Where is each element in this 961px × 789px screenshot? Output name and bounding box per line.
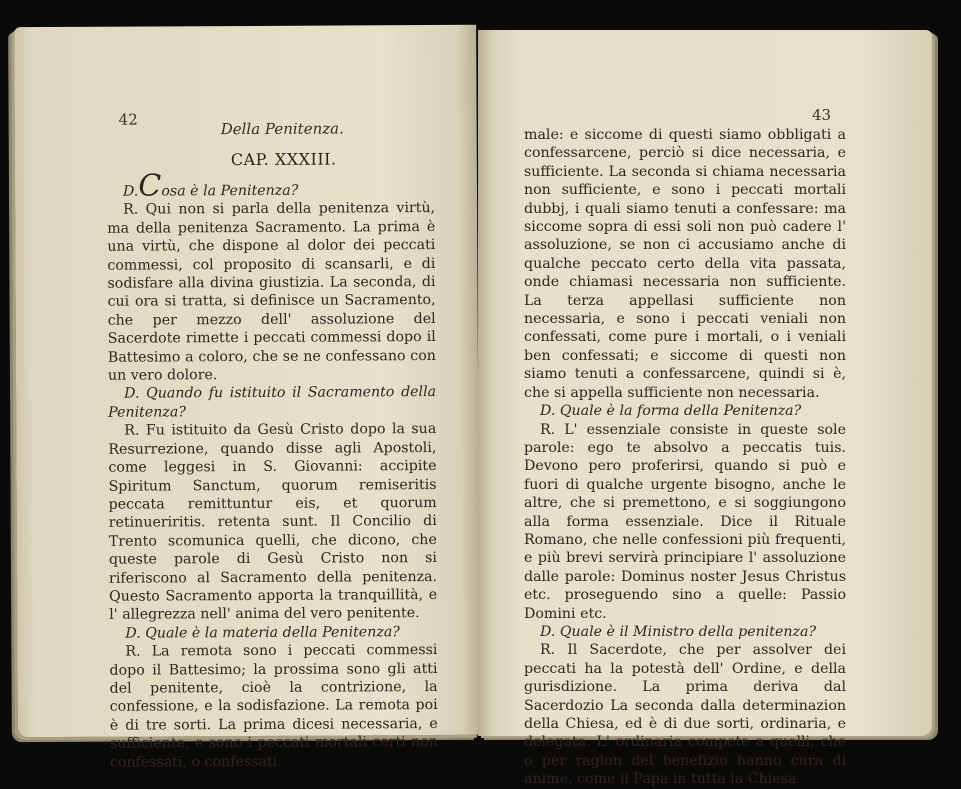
right-page (478, 30, 932, 788)
answer-paragraph: R. Il Sacerdote, che per assolver dei peccati ha la potestà dell' Ordine, e della gurisdizione. La prima deriva dal Sacerdozio La seconda dalla determinazion della Chiesa, ed è di due sorti, ordinaria, e delegata. L' ordinaria compete a quelli, che o per ragion del benefizio hanno cura di anime, come il Papa in tutta la Chiesa (524, 642, 846, 788)
left-page-text (107, 168, 438, 772)
chapter-title: CAP. XXXIII. (230, 149, 337, 170)
question-paragraph: D. Quale è la materia della Penitenza? (125, 623, 400, 642)
right-page-text (524, 126, 846, 789)
answer-paragraph: R. L' essenziale consiste in queste sole parole: ego te absolvo a peccatis tuis. Devono pero proferirsi, quando si può e fuori di qualche urgente bisogno, anche le altre, che si premettono, e si soggiungono alla forma essenziale. Dice il Rituale Romano, che nelle confessioni più frequenti, e più brevi servirà principiare l' assoluzione dalle parole: Dominus noster Jesus Christus etc. proseguendo sino a quelle: Passio Domini etc. (524, 421, 846, 622)
drop-cap: C (138, 168, 162, 204)
page-number-left: 42 (118, 110, 138, 129)
answer-paragraph: R. La remota sono i peccati commessi dopo il Battesimo; la prossima sono gli atti del penitente, cioè la contrizione, la confessione, e la sodisfazione. La remota poi è di tre sorti. La prima dicesi necessaria, e sufficiente, e sono i peccati mortali certi non confessati, o confessati (109, 642, 438, 771)
answer-paragraph: R. Qui non si parla della penitenza virtù, ma della penitenza Sacramento. La prima è una virtù, che dispone al dolor dei peccati commessi, col proposito di scansarli, e di sodisfare alla divina giustizia. La seconda, di cui ora si tratta, si definisce un Sacramento, che per mezzo dell' assoluzione del Sacerdote rimette i peccati commessi dopo il Battesimo a coloro, che se ne confessano con un vero dolore. (107, 200, 436, 384)
answer-paragraph: R. Fu istituito da Gesù Cristo dopo la sua Resurrezione, quando disse agli Apostoli, come leggesi in S. Giovanni: accipite Spiritum Sanctum, quorum remiseritis peccata remittuntur eis, et quorum retinueriritis. retenta sunt. Il Concilio di Trento scomunica quelli, che dicono, che queste parole di Gesù Cristo non si riferiscono al Sacramento della penitenza. Questo Sacramento apporta la tranquillità, e l' allegrezza nell' anima del vero penitente. (108, 421, 438, 624)
running-head: Della Penitenza. (220, 119, 344, 139)
question-paragraph: D. Quale è il Ministro della penitenza? (540, 623, 817, 640)
continued-paragraph: male: e siccome di questi siamo obbligati a confessarcene, perciò si dice necessaria, e sufficiente. La seconda si chiama necessaria non sufficiente, e sono i peccati mortali dubbj, i quali siamo tenuti a confessare: ma siccome sopra di essi soli non può cadere l' assoluzione, se non ci accusiamo anche di qualche peccato certo della vita passata, onde chiamasi necessaria non sufficiente. La terza appellasi sufficiente non necessaria, e sono i peccati veniali non confessati, come pure i mortali, o i veniali ben confessati; e siccome di questi non siamo tenuti a confessarcene, quindi si è, che si appella sufficiente non necessaria. (524, 127, 846, 401)
page-number-right: 43 (812, 106, 832, 124)
question-paragraph: D. Quale è la forma della Penitenza? (540, 403, 802, 420)
question-paragraph: D.Cosa è la Penitenza? (122, 168, 299, 204)
question-paragraph: D. Quando fu istituito il Sacramento della Penitenza? (108, 384, 437, 421)
left-page (14, 25, 480, 771)
